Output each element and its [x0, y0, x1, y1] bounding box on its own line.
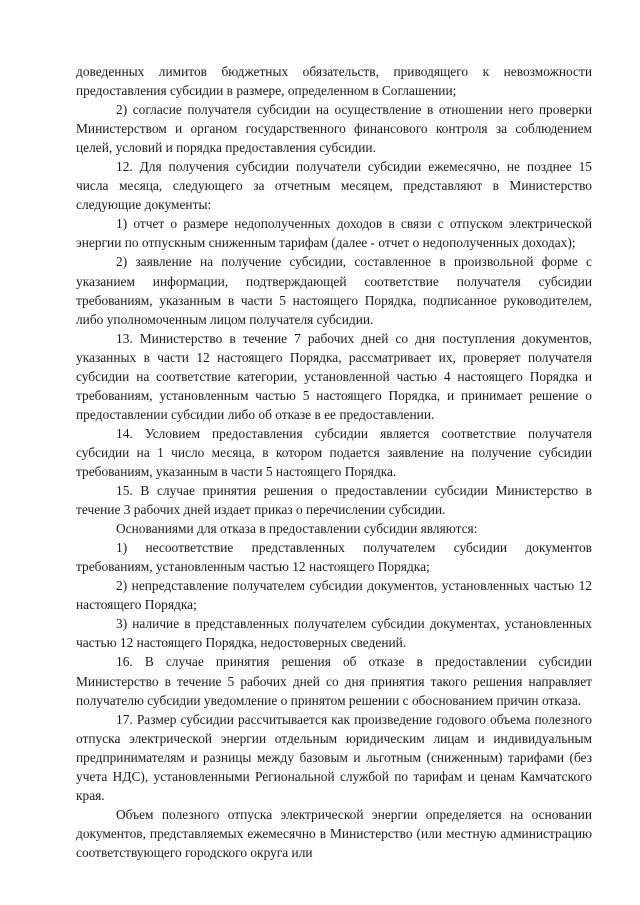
paragraph-12-item-2: 2) заявление на получение субсидии, составленное в произвольной форме с указанием информации, подтверждающей соответствие получателя субсидии требованиям, указанным в части 5 настоящего Порядка, подписанное руководителем, либо уполномоченным лицом получателя субсидии. [76, 254, 592, 327]
paragraph-section-14: 14. Условием предоставления субсидии является соответствие получателя субсидии на 1 число месяца, в котором подается заявление на получение субсидии требованиям, указанным в части 5 настоящего Порядка. [76, 425, 592, 479]
paragraph-refusal-item-2: 2) непредставление получателем субсидии документов, установленных частью 12 настоящего Порядка; [76, 578, 592, 613]
paragraph-section-17: 17. Размер субсидии рассчитывается как произведение годового объема полезного отпуска электрической энергии отдельным юридическим лицам и индивидуальным предпринимателям и разницы между базовым и льготным (сниженным) тарифами (без учета НДС), установленными Региональной службой по тарифам и ценам Камчатского края. [76, 711, 592, 803]
paragraph-refusal-item-3: 3) наличие в представленных получателем субсидии документах, установленных частью 12 настоящего Порядка, недостоверных сведений. [76, 616, 592, 651]
paragraph-section-13: 13. Министерство в течение 7 рабочих дней со дня поступления документов, указанных в части 12 настоящего Порядка, рассматривает их, проверяет получателя субсидии на соответствие категории, установленной частью 4 настоящего Порядка и требованиям, установленным частью 5 настоящего Порядка, и принимает решение о предоставлении субсидии либо об отказе в ее предоставлении. [76, 330, 592, 422]
paragraph-12-item-1: 1) отчет о размере недополученных доходов в связи с отпуском электрической энергии по отпускным сниженным тарифам (далее - отчет о недополученных доходах); [76, 216, 592, 251]
paragraph-section-16: 16. В случае принятия решения об отказе в предоставлении субсидии Министерство в течение 5 рабочих дней со дня принятия такого решения направляет получателю субсидии уведомление о принятом решении с обоснованием причин отказа. [76, 654, 592, 708]
paragraph-consent-inspection: 2) согласие получателя субсидии на осуществление в отношении него проверки Министерством и органом государственного финансового контроля за соблюдением целей, условий и порядка предоставления субсидии. [76, 102, 592, 156]
paragraph-section-12: 12. Для получения субсидии получатели субсидии ежемесячно, не позднее 15 числа месяца, следующего за отчетным месяцем, представляют в Министерство следующие документы: [76, 159, 592, 213]
paragraph-refusal-item-1: 1) несоответствие представленных получателем субсидии документов требованиям, установленным частью 12 настоящего Порядка; [76, 540, 592, 575]
paragraph-volume-determination: Объем полезного отпуска электрической энергии определяется на основании документов, представляемых ежемесячно в Министерство (или местную администрацию соответствующего городского округа или [76, 806, 592, 860]
document-page [76, 62, 592, 862]
paragraph-refusal-grounds: Основаниями для отказа в предоставлении субсидии являются: [116, 521, 478, 537]
paragraph-continuation: доведенных лимитов бюджетных обязательств, приводящего к невозможности предоставления субсидии в размере, определенном в Соглашении; [76, 64, 592, 99]
paragraph-section-15: 15. В случае принятия решения о предоставлении субсидии Министерство в течение 3 рабочих дней издает приказ о перечислении субсидии. [76, 483, 592, 518]
